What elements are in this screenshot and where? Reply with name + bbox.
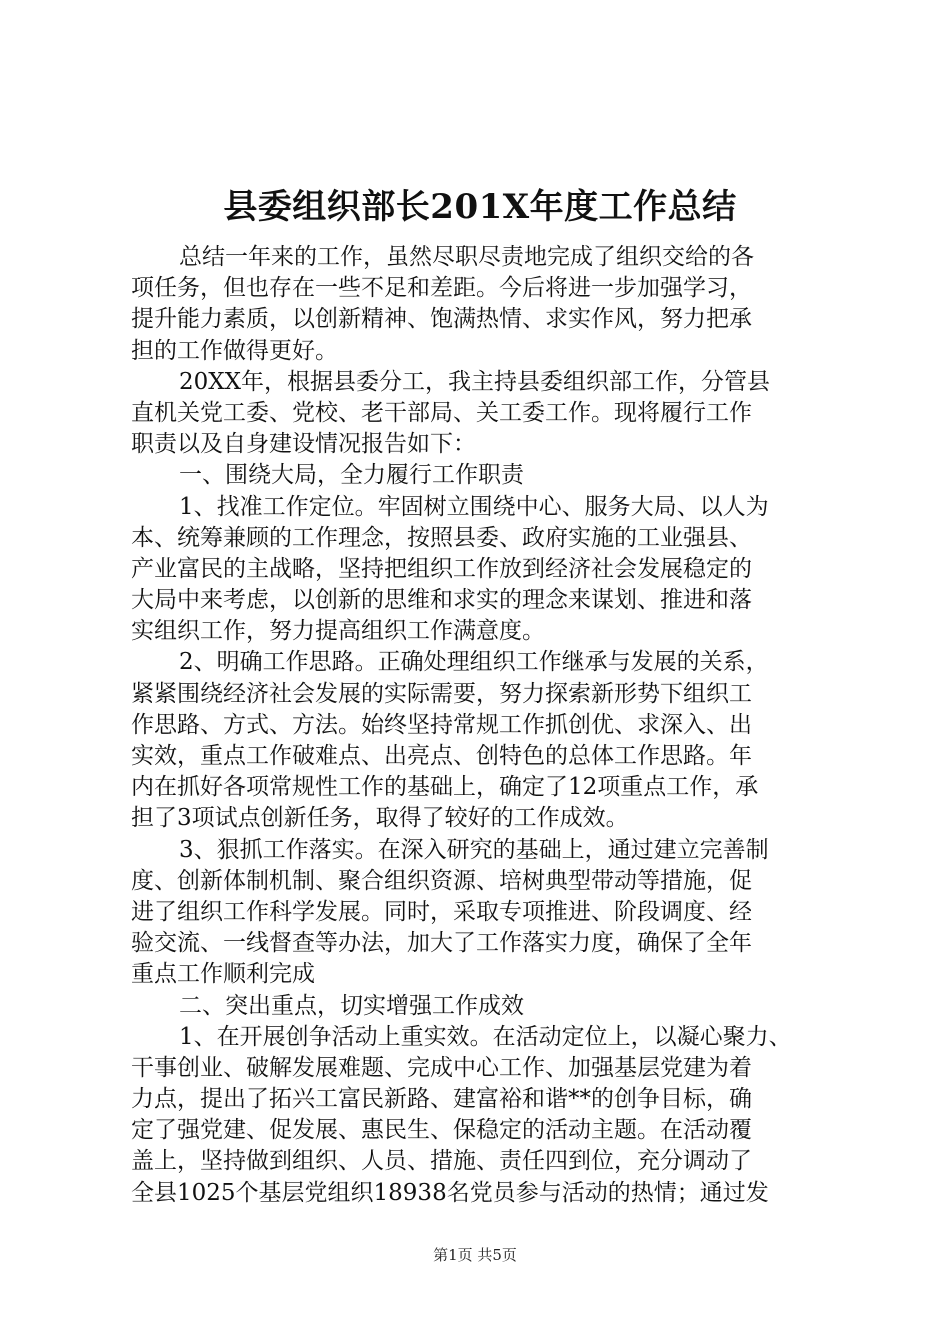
text-line: 2、明确工作思路。正确处理组织工作继承与发展的关系， xyxy=(179,649,769,676)
text-line: 实组织工作，努力提高组织工作满意度。 xyxy=(131,618,545,645)
text-line: 紧紧围绕经济社会发展的实际需要，努力探索新形势下组织工 xyxy=(131,680,752,707)
text-line: 1、在开展创争活动上重实效。在活动定位上，以凝心聚力、 xyxy=(179,1023,792,1050)
text-line: 作思路、方式、方法。始终坚持常规工作抓创优、求深入、出 xyxy=(131,711,752,738)
text-line: 20XX年，根据县委分工，我主持县委组织部工作，分管县 xyxy=(179,368,771,395)
document-title: 县委组织部长201X年度工作总结 xyxy=(223,187,737,227)
text-line: 二、突出重点，切实增强工作成效 xyxy=(179,992,524,1019)
text-line: 盖上，坚持做到组织、人员、措施、责任四到位，充分调动了 xyxy=(131,1148,752,1175)
text-line: 重点工作顺利完成 xyxy=(131,961,315,988)
text-line: 1、找准工作定位。牢固树立围绕中心、服务大局、以人为 xyxy=(179,493,769,520)
text-line: 提升能力素质，以创新精神、饱满热情、求实作风，努力把承 xyxy=(131,306,752,333)
text-line: 担了3项试点创新任务，取得了较好的工作成效。 xyxy=(131,805,629,832)
page-footer: 第1页 共5页 xyxy=(433,1246,517,1264)
text-line: 力点，提出了拓兴工富民新路、建富裕和谐**的创争目标，确 xyxy=(131,1086,752,1113)
text-line: 产业富民的主战略，坚持把组织工作放到经济社会发展稳定的 xyxy=(131,555,752,582)
text-line: 3、狠抓工作落实。在深入研究的基础上，通过建立完善制 xyxy=(179,836,769,863)
text-line: 本、统筹兼顾的工作理念，按照县委、政府实施的工业强县、 xyxy=(131,524,752,551)
text-line: 大局中来考虑，以创新的思维和求实的理念来谋划、推进和落 xyxy=(131,587,752,614)
text-line: 直机关党工委、党校、老干部局、关工委工作。现将履行工作 xyxy=(131,399,752,426)
text-line: 全县1025个基层党组织18938名党员参与活动的热情；通过发 xyxy=(131,1179,769,1206)
text-line: 进了组织工作科学发展。同时，采取专项推进、阶段调度、经 xyxy=(131,898,752,925)
text-line: 实效，重点工作破难点、出亮点、创特色的总体工作思路。年 xyxy=(131,743,752,769)
text-line: 总结一年来的工作，虽然尽职尽责地完成了组织交给的各 xyxy=(179,244,754,270)
text-line: 职责以及自身建设情况报告如下： xyxy=(131,431,476,458)
text-line: 一、围绕大局，全力履行工作职责 xyxy=(179,462,524,489)
text-line: 定了强党建、促发展、惠民生、保稳定的活动主题。在活动覆 xyxy=(131,1117,752,1144)
text-line: 担的工作做得更好。 xyxy=(131,337,338,364)
text-line: 内在抓好各项常规性工作的基础上，确定了12项重点工作，承 xyxy=(131,774,759,801)
text-line: 干事创业、破解发展难题、完成中心工作、加强基层党建为着 xyxy=(131,1054,752,1081)
text-line: 验交流、一线督查等办法，加大了工作落实力度，确保了全年 xyxy=(131,930,752,957)
text-line: 项任务，但也存在一些不足和差距。今后将进一步加强学习， xyxy=(131,275,752,302)
text-line: 度、创新体制机制、聚合组织资源、培树典型带动等措施，促 xyxy=(131,867,752,894)
document-body xyxy=(131,242,831,1209)
